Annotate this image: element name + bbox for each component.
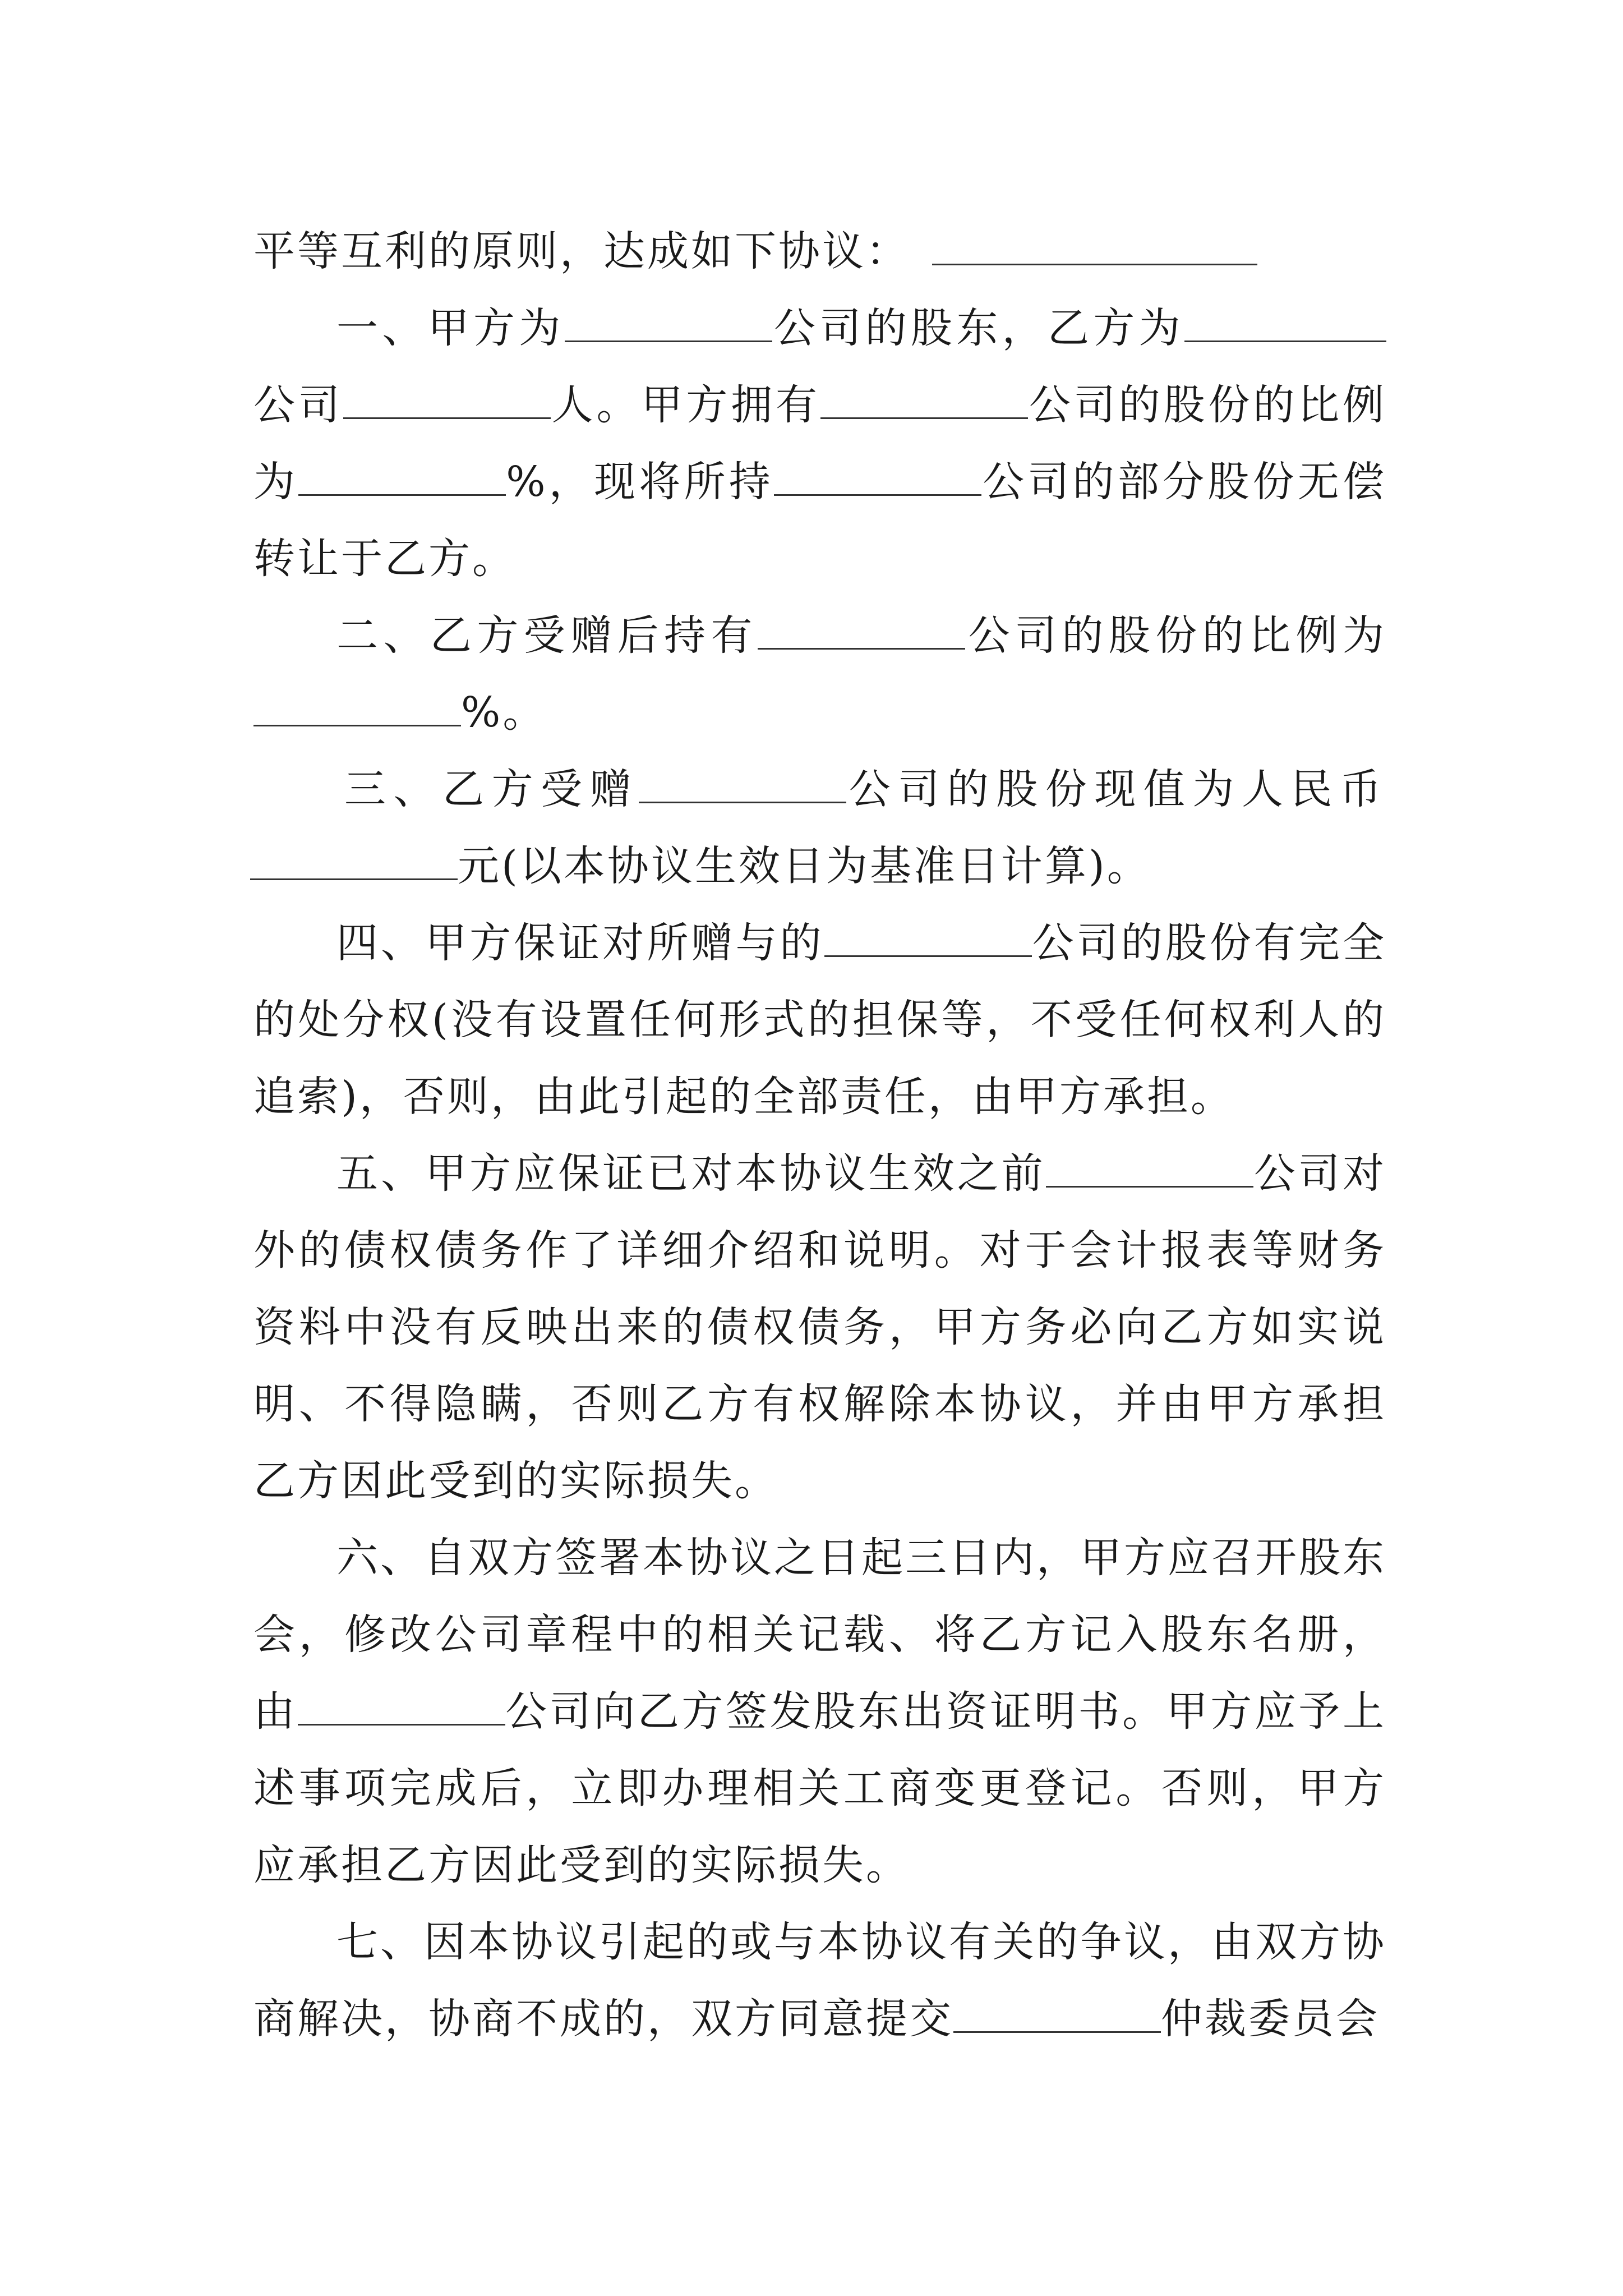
clause-1-text: 一、甲方为 bbox=[336, 304, 565, 352]
clause-1-text: 公司的股份的比例为 bbox=[253, 381, 1387, 506]
blank-field[interactable] bbox=[298, 1690, 505, 1726]
blank-field[interactable] bbox=[758, 614, 965, 650]
clause-4 bbox=[253, 905, 1386, 1135]
clause-3 bbox=[253, 751, 1386, 905]
blank-field[interactable] bbox=[824, 922, 1032, 957]
clause-4-text: 四、甲方保证对所赠与的 bbox=[336, 919, 824, 967]
clause-6-text: 公司向乙方签发股东出资证明书。甲方应予上述事项完成后，立即办理相关工商变更登记。否则，甲方应承担乙方因此受到的实际损失。 bbox=[253, 1687, 1387, 1889]
blank-field[interactable] bbox=[565, 307, 772, 342]
blank-field[interactable] bbox=[774, 461, 981, 496]
clause-2-text: %。 bbox=[461, 688, 547, 737]
blank-field[interactable] bbox=[298, 461, 506, 496]
clause-3-text: 元(以本协议生效日为基准日计算)。 bbox=[458, 842, 1151, 890]
clause-1-text: 人。甲方拥有 bbox=[550, 381, 820, 429]
clause-2-text: 公司的股份的比例为 bbox=[965, 611, 1386, 660]
clause-7 bbox=[253, 1904, 1386, 2058]
clause-1-text: 公司 bbox=[253, 381, 343, 429]
blank-field[interactable] bbox=[932, 230, 1257, 265]
blank-field[interactable] bbox=[639, 768, 846, 803]
clause-6-text: 六、自双方签署本协议之日起三日内，甲方应召开股东会，修改公司章程中的相关记载、将乙方记入股东名册，由 bbox=[253, 1534, 1386, 1736]
clause-1-text: 公司的部分股份无偿转让于乙方。 bbox=[253, 458, 1387, 583]
blank-field[interactable] bbox=[820, 384, 1028, 419]
blank-field[interactable] bbox=[343, 384, 551, 419]
clause-7-text: 仲裁委员会 bbox=[1161, 1995, 1380, 2043]
blank-field[interactable] bbox=[250, 845, 458, 880]
clause-5-text: 公司对外的债权债务作了详细介绍和说明。对于会计报表等财务资料中没有反映出来的债权债务，甲方务必向乙方如实说明、不得隐瞒，否则乙方有权解除本协议，并由甲方承担乙方因此受到的实际损失。 bbox=[253, 1149, 1387, 1505]
clause-4-text: 公司的股份有完全的处分权(没有设置任何形式的担保等，不受任何权利人的追索)，否则，由此引起的全部责任，由甲方承担。 bbox=[253, 919, 1386, 1121]
clause-3-text: 三、乙方受赠 bbox=[344, 765, 639, 813]
clause-2 bbox=[253, 597, 1386, 751]
paragraph-preamble bbox=[253, 213, 1386, 290]
clause-1 bbox=[253, 290, 1386, 597]
clause-5-text: 五、甲方应保证已对本协议生效之前 bbox=[336, 1149, 1046, 1198]
blank-field[interactable] bbox=[1184, 307, 1386, 342]
clause-3-text: 公司的股份现值为人民币 bbox=[846, 765, 1387, 813]
blank-field[interactable] bbox=[253, 691, 461, 726]
agreement-body bbox=[253, 213, 1386, 2058]
clause-1-text: 公司的股东，乙方为 bbox=[772, 304, 1185, 352]
preamble-text: 平等互利的原则，达成如下协议： bbox=[253, 227, 910, 275]
clause-5 bbox=[253, 1135, 1386, 1520]
clause-7-text: 七、因本协议引起的或与本协议有关的争议，由双方协商解决，协商不成的，双方同意提交 bbox=[253, 1918, 1386, 2043]
clause-1-text: %，现将所持 bbox=[506, 458, 774, 506]
clause-2-text: 二、乙方受赠后持有 bbox=[336, 611, 758, 660]
blank-field[interactable] bbox=[953, 1998, 1161, 2033]
clause-6 bbox=[253, 1520, 1386, 1904]
blank-field[interactable] bbox=[1046, 1152, 1253, 1188]
